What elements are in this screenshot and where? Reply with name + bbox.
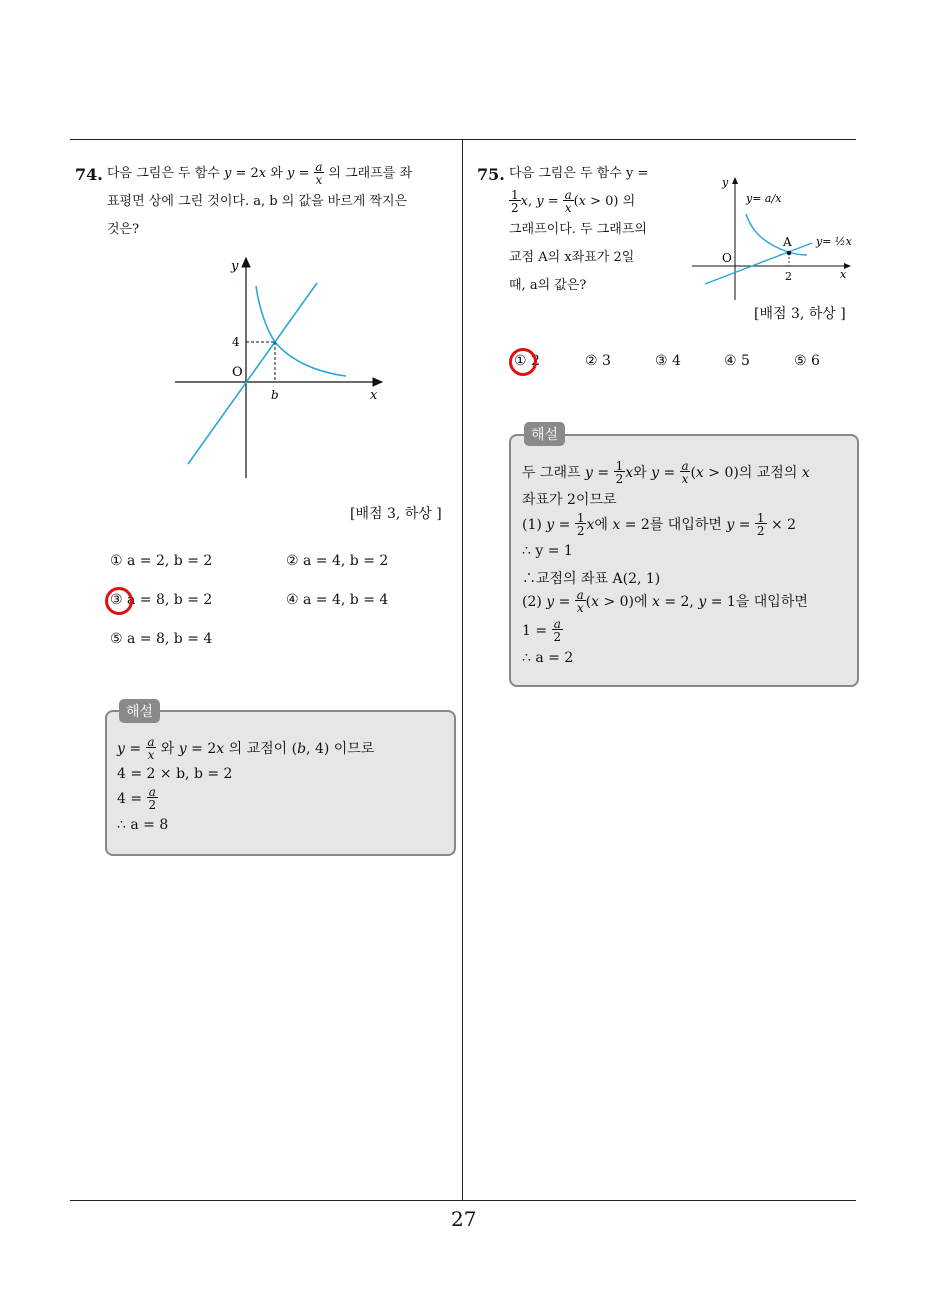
q74-solution-box [105,710,456,856]
q74-line2: 표평면 상에 그린 것이다. a, b 의 값을 바르게 짝지은 [107,194,408,209]
q74-line1: 다음 그림은 두 함수 y = 2x 와 $y = \frac{a}{x}$ 의 그래프를 좌 [107,159,413,187]
q75-line1: 다음 그림은 두 함수 y = [509,166,649,181]
q75-sol-line4: ∴ y = 1 [522,543,573,559]
q74-solution-tag: 해설 [119,699,160,723]
q74-x-label: x [370,388,378,403]
q74-tick-4: 4 [232,335,240,349]
q74-sol-line1: $y = \frac{a}{x}$ 와 y = 2x 의 교점이 (b, 4) 이므로 [117,735,375,762]
q75-sol-line7: $1 = \frac{a}{2}$ [522,617,562,644]
q75-text [509,160,679,300]
q74-y-label: y [231,259,239,274]
q75-sol-line8: ∴ a = 2 [522,650,574,666]
q74-graph [170,250,390,485]
page-number: 27 [451,1207,477,1231]
q74-score: [배점 3, 하상 ] [350,506,442,522]
q74-choice-5[interactable]: ⑤ a = 8, b = 4 [110,631,213,647]
q74-tick-b: b [271,388,279,402]
q74-choice-2[interactable]: ② a = 4, b = 2 [286,553,389,569]
q74-hyperbola [256,286,346,376]
q75-choice-2[interactable]: ② 3 [585,353,611,369]
q75-label-hyp: y= a/x [746,192,782,205]
q75-label-line: y= ½x [816,235,852,248]
q75-x-label: x [840,268,847,281]
q75-choice-3[interactable]: ③ 4 [655,353,681,369]
q75-y-label: y [722,176,729,189]
q74-number: 74. [75,165,103,184]
q75-sol-line1: 두 그래프 y = 1 2 x와 $y = \frac{a}{x}(x > 0)$의 교점의 x [522,459,810,486]
q74-sol-line4: ∴ a = 8 [117,817,169,833]
top-rule [70,139,856,140]
q75-solution-tag: 해설 [524,422,565,446]
q74-sol-line3: $4 = \frac{a}{2}$ [117,785,157,812]
bottom-rule [70,1200,856,1201]
q75-line5: 때, a의 값은? [509,278,587,293]
q74-line-2x [188,283,317,464]
q74-choice-1[interactable]: ① a = 2, b = 2 [110,553,213,569]
q75-score: [배점 3, 하상 ] [754,306,846,322]
column-divider [462,139,463,1201]
q75-answer-mark [509,348,537,376]
q75-number: 75. [477,165,505,184]
q75-choice-1[interactable]: ① 2 [514,353,540,369]
q74-sol-line2: 4 = 2 × b, b = 2 [117,766,233,782]
q75-choice-5[interactable]: ⑤ 6 [794,353,820,369]
q75-sol-line2: 좌표가 2이므로 [522,492,617,508]
q75-graph [690,172,860,302]
q74-answer-mark [105,587,133,615]
q74-choice-3[interactable]: ③ a = 8, b = 2 [110,592,213,608]
q74-line3: 것은? [107,222,140,237]
q75-choice-4[interactable]: ④ 5 [724,353,750,369]
q75-sol-line3: (1) y = 1 2 x에 x = 2를 대입하면 y = 1 2 × 2 [522,511,797,538]
q74-origin: O [232,365,243,380]
q75-origin: O [722,251,732,265]
q75-sol-line5: ∴교점의 좌표 A(2, 1) [522,571,661,587]
q75-sol-line6: (2) $y = \frac{a}{x}(x > 0)$에 x = 2, y = 1을 대입하면 [522,588,808,615]
q75-label-a: A [783,235,792,249]
q75-line4: 교점 A의 x좌표가 2일 [509,250,635,265]
q75-line3: 그래프이다. 두 그래프의 [509,222,647,237]
q75-line2: 1 2 x, $y = \frac{a}{x}(x > 0)$ 의 [511,187,636,215]
q75-tick-2: 2 [785,270,792,283]
q74-choice-4[interactable]: ④ a = 4, b = 4 [286,592,389,608]
q74-text [107,160,459,244]
